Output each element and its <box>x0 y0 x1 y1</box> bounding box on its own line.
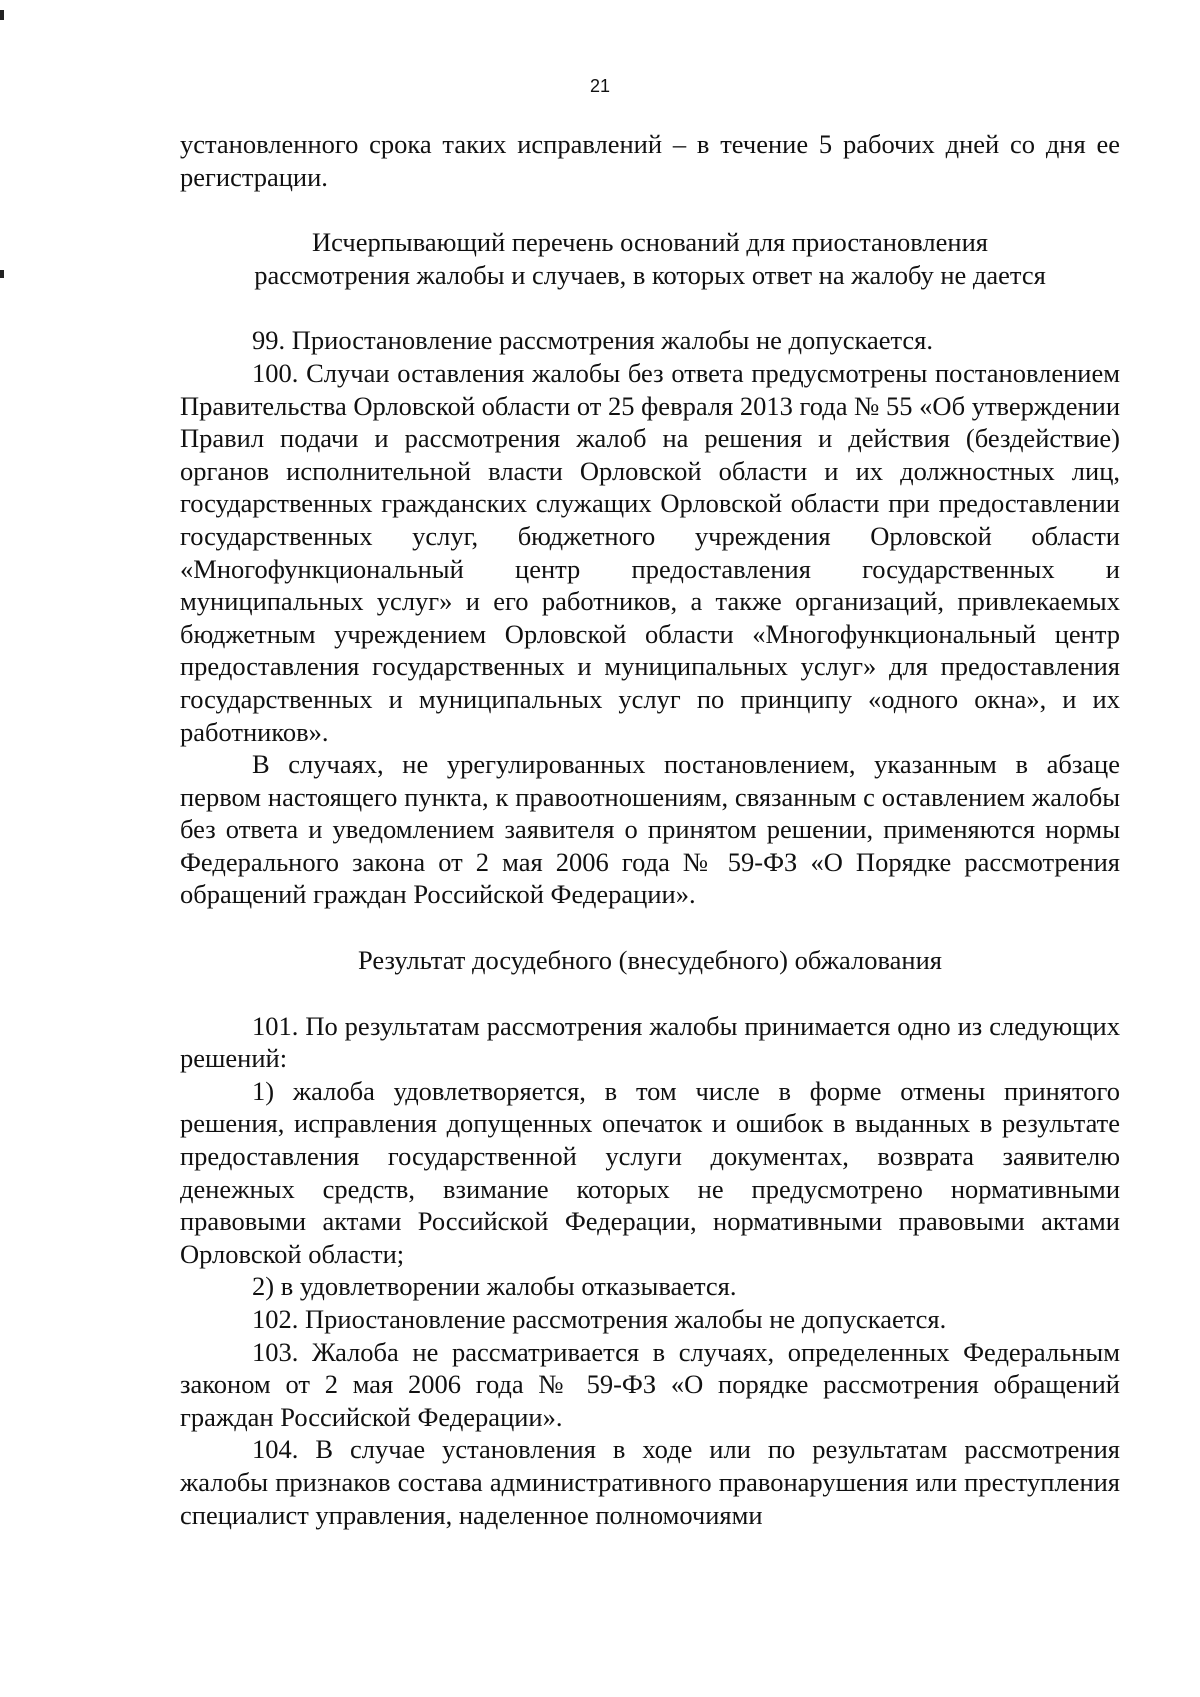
paragraph-101-item-1: 1) жалоба удовлетворяется, в том числе в форме отмены принятого решения, исправления допущенных опечаток и ошибок в выданных в результате предоставления государственной услуги документах, возврата заявителю денежных средств, взимание которых не предусмотрено нормативными правовыми актами Российской Федерации, нормативными правовыми актами Орловской области; <box>180 1075 1120 1269</box>
continuation-paragraph: установленного срока таких исправлений – в течение 5 рабочих дней со дня ее регистрации. <box>180 129 1120 192</box>
paragraph-101-item-2: 2) в удовлетворении жалобы отказывается. <box>252 1271 737 1302</box>
paragraph-100: 100. Случаи оставления жалобы без ответа предусмотрены постановлением Правительства Орловской области от 25 февраля 2013 года № 55 «Об утверждении Правил подачи и рассмотрения жалоб на решения и действия (бездействие) органов исполнительной власти Орловской области и их должностных лиц, государственных гражданских служащих Орловской области при предоставлении государственных услуг, бюджетного учреждения Орловской области «Многофункциональный центр предоставления государственных и муниципальных услуг» и его работников, а также организаций, привлекаемых бюджетным учреждением Орловской области «Многофункциональный центр предоставления государственных и муниципальных услуг» для предоставления государственных и муниципальных услуг по принципу «одного окна», и их работников». <box>180 357 1120 747</box>
section-heading-suspension <box>180 226 1120 291</box>
page-number: 21 <box>589 76 611 96</box>
paragraph-99: 99. Приостановление рассмотрения жалобы не допускается. <box>252 325 933 356</box>
section-heading-line-2: рассмотрения жалобы и случаев, в которых ответ на жалобу не дается <box>254 259 1046 290</box>
scan-mark-middle <box>0 270 4 278</box>
paragraph-104: 104. В случае установления в ходе или по результатам рассмотрения жалобы признаков состава административного правонарушения или преступления специалист управления, наделенное полномочиями <box>180 1434 1120 1530</box>
document-body <box>180 128 1120 1531</box>
section-heading-line-1: Исчерпывающий перечень оснований для приостановления <box>312 227 988 258</box>
section-heading-result: Результат досудебного (внесудебного) обжалования <box>358 945 942 976</box>
paragraph-100-second: В случаях, не урегулированных постановлением, указанным в абзаце первом настоящего пункта, к правоотношениям, связанным с оставлением жалобы без ответа и уведомлением заявителя о принятом решении, применяются нормы Федерального закона от 2 мая 2006 года № 59-ФЗ «О Порядке рассмотрения обращений граждан Российской Федерации». <box>180 749 1120 910</box>
scan-mark-top <box>0 10 4 20</box>
paragraph-103: 103. Жалоба не рассматривается в случаях, определенных Федеральным законом от 2 мая 2006 года № 59-ФЗ «О порядке рассмотрения обращений граждан Российской Федерации». <box>180 1336 1120 1432</box>
paragraph-102: 102. Приостановление рассмотрения жалобы не допускается. <box>252 1304 947 1334</box>
paragraph-101: 101. По результатам рассмотрения жалобы принимается одно из следующих решений: <box>180 1010 1120 1074</box>
